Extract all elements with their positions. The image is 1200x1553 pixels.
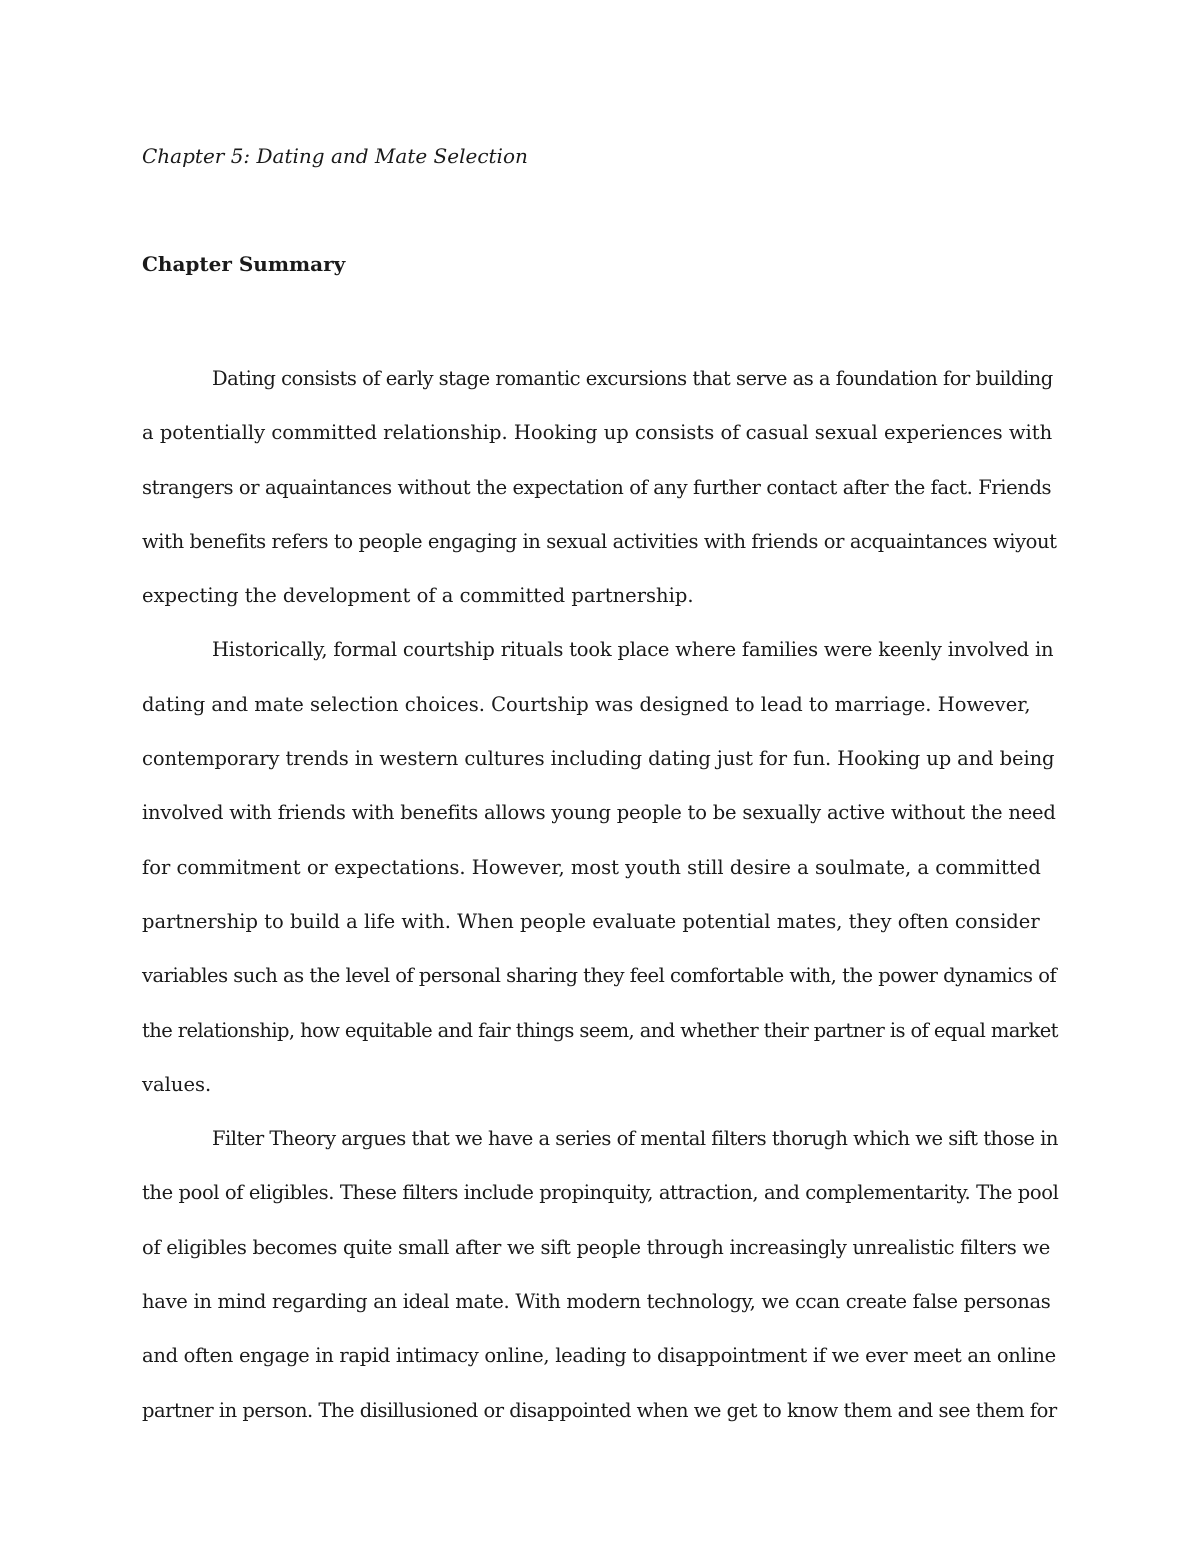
text-line: with benefits refers to people engaging in sexual activities with friends or acquaintances wiyout — [142, 529, 1057, 553]
text-line: the pool of eligibles. These filters include propinquity, attraction, and complementarity. The pool — [142, 1181, 1059, 1205]
paragraph-courtship-history — [142, 623, 1058, 1112]
text-line: for commitment or expectations. However, most youth still desire a soulmate, a committed — [142, 855, 1041, 879]
text-line: strangers or aquaintances without the expectation of any further contact after the fact. Friends — [142, 475, 1052, 499]
chapter-title: Chapter 5: Dating and Mate Selection — [142, 144, 528, 168]
text-line: a potentially committed relationship. Hooking up consists of casual sexual experiences with — [142, 421, 1053, 445]
paragraph-filter-theory — [142, 1112, 1058, 1438]
text-line: and often engage in rapid intimacy online, leading to disappointment if we ever meet an online — [142, 1344, 1056, 1368]
paragraph-dating-definitions — [142, 352, 1058, 623]
body-text — [142, 352, 1058, 1438]
text-line: have in mind regarding an ideal mate. With modern technology, we ccan create false personas — [142, 1290, 1051, 1314]
text-line: values. — [142, 1072, 212, 1096]
text-line: the relationship, how equitable and fair things seem, and whether their partner is of equal market — [142, 1018, 1058, 1042]
text-line: of eligibles becomes quite small after we sift people through increasingly unrealistic filters we — [142, 1235, 1051, 1259]
text-line: Dating consists of early stage romantic excursions that serve as a foundation for building — [212, 367, 1053, 390]
text-line: partner in person. The disillusioned or disappointed when we get to know them and see them for — [142, 1398, 1057, 1422]
text-line: expecting the development of a committed partnership. — [142, 584, 694, 608]
text-line: partnership to build a life with. When people evaluate potential mates, they often consider — [142, 909, 1040, 933]
text-line: Filter Theory argues that we have a series of mental filters thorugh which we sift those in — [212, 1127, 1058, 1151]
section-heading: Chapter Summary — [142, 252, 346, 276]
text-line: contemporary trends in western cultures including dating just for fun. Hooking up and being — [142, 747, 1055, 771]
text-line: dating and mate selection choices. Courtship was designed to lead to marriage. However, — [142, 692, 1031, 716]
text-line: Historically, formal courtship rituals took place where families were keenly involved in — [212, 638, 1054, 662]
text-line: involved with friends with benefits allows young people to be sexually active without the need — [142, 801, 1056, 825]
text-line: variables such as the level of personal sharing they feel comfortable with, the power dynamics of — [142, 964, 1057, 988]
